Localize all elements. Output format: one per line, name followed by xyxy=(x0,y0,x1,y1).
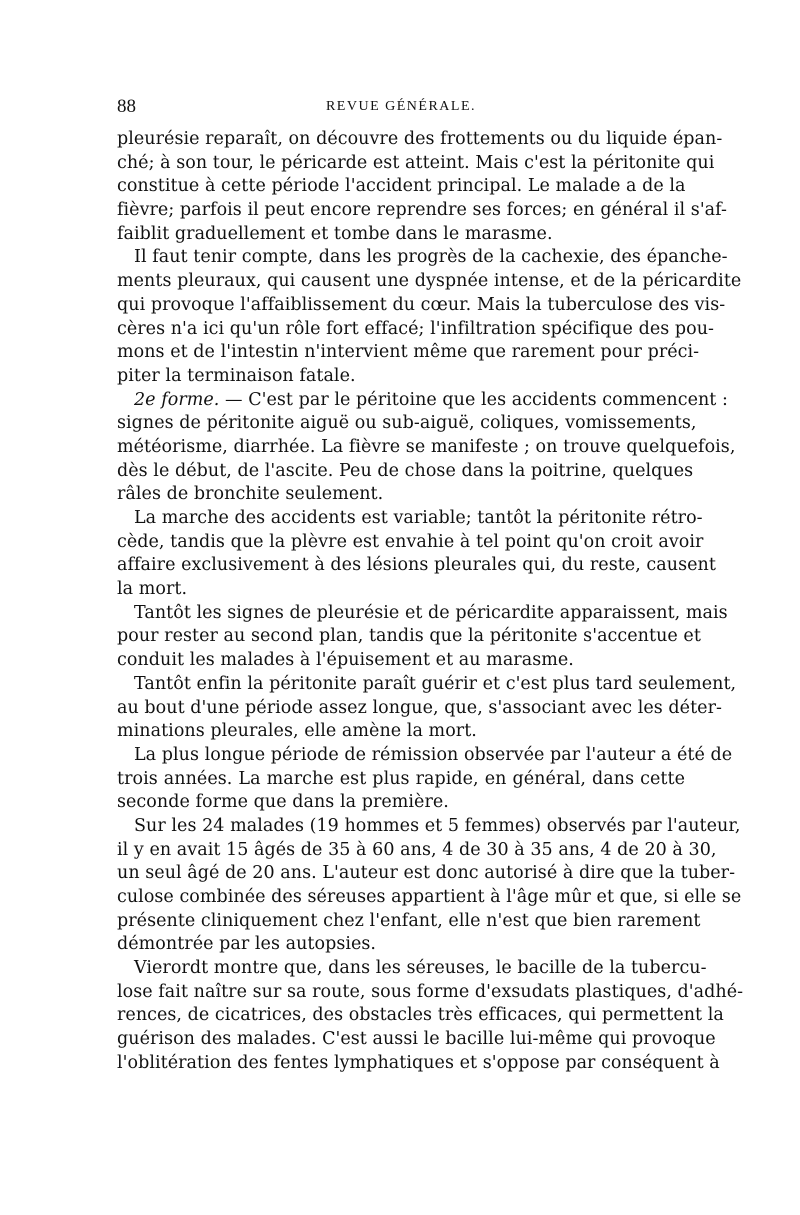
text-line: cède, tandis que la plèvre est envahie à tel point qu'on croit avoir xyxy=(117,531,704,552)
section-label: 2e forme. xyxy=(134,389,220,410)
page-header xyxy=(117,96,685,122)
text-line: cères n'a ici qu'un rôle fort effacé; l'infiltration spécifique des pou- xyxy=(117,318,715,339)
text-line: qui provoque l'affaiblissement du cœur. Mais la tuberculose des vis- xyxy=(117,294,726,315)
text-line: constitue à cette période l'accident principal. Le malade a de la xyxy=(117,176,686,197)
text-line: minations pleurales, elle amène la mort. xyxy=(117,721,477,742)
text-line: fièvre; parfois il peut encore reprendre ses forces; en général il s'af- xyxy=(117,200,728,221)
text-line: dès le début, de l'ascite. Peu de chose dans la poitrine, quelques xyxy=(117,460,694,481)
text-line: pour rester au second plan, tandis que la péritonite s'accentue et xyxy=(117,626,701,647)
text-line: Tantôt enfin la péritonite paraît guérir et c'est plus tard seulement, xyxy=(134,673,737,694)
text-line: seconde forme que dans la première. xyxy=(117,792,449,813)
text-line: au bout d'une période assez longue, que, s'associant avec les déter- xyxy=(117,697,722,718)
running-title: REVUE GÉNÉRALE. xyxy=(325,99,477,114)
text-line: démontrée par les autopsies. xyxy=(117,934,377,955)
text-line: rences, de cicatrices, des obstacles très efficaces, qui permettent la xyxy=(117,1005,724,1026)
text-line: piter la terminaison fatale. xyxy=(117,365,356,386)
text-line: ments pleuraux, qui causent une dyspnée intense, et de la péricardite xyxy=(117,271,742,292)
text-line: lose fait naître sur sa route, sous forme d'exsudats plastiques, d'adhé- xyxy=(117,981,744,1002)
text-line: mons et de l'intestin n'intervient même que rarement pour préci- xyxy=(117,342,700,363)
text-line-with-label xyxy=(117,389,728,413)
text-line: signes de péritonite aiguë ou sub-aiguë, coliques, vomissements, xyxy=(117,413,697,434)
text-line: Sur les 24 malades (19 hommes et 5 femmes) observés par l'auteur, xyxy=(134,815,741,836)
text-line: un seul âgé de 20 ans. L'auteur est donc autorisé à dire que la tuber- xyxy=(117,863,736,884)
text-line: conduit les malades à l'épuisement et au marasme. xyxy=(117,650,574,671)
body-text xyxy=(117,128,744,1076)
text-line: ché; à son tour, le péricarde est atteint. Mais c'est la péritonite qui xyxy=(117,152,715,173)
text-line: la mort. xyxy=(117,579,188,600)
text-line: trois années. La marche est plus rapide, en général, dans cette xyxy=(117,768,685,789)
text-line: — C'est par le péritoine que les accidents commencent : xyxy=(225,389,728,410)
text-line: Il faut tenir compte, dans les progrès de la cachexie, des épanche- xyxy=(134,247,728,268)
text-line: La marche des accidents est variable; tantôt la péritonite rétro- xyxy=(134,508,703,528)
text-line: La plus longue période de rémission observée par l'auteur a été de xyxy=(134,744,733,765)
text-line: guérison des malades. C'est aussi le bacille lui-même qui provoque xyxy=(117,1029,716,1050)
page-number: 88 xyxy=(117,96,136,117)
text-line: l'oblitération des fentes lymphatiques et s'oppose par conséquent à xyxy=(117,1052,720,1073)
text-line: pleurésie reparaît, on découvre des frottements ou du liquide épan- xyxy=(117,129,723,149)
text-line: Tantôt les signes de pleurésie et de péricardite apparaissent, mais xyxy=(134,602,728,623)
text-line: faiblit graduellement et tombe dans le marasme. xyxy=(117,223,553,244)
text-line: affaire exclusivement à des lésions pleurales qui, du reste, causent xyxy=(117,555,716,576)
text-line: culose combinée des séreuses appartient à l'âge mûr et que, si elle se xyxy=(117,887,742,907)
text-line: râles de bronchite seulement. xyxy=(117,484,384,505)
text-line: présente cliniquement chez l'enfant, elle n'est que bien rarement xyxy=(117,910,701,931)
text-line: Vierordt montre que, dans les séreuses, le bacille de la tubercu- xyxy=(134,958,707,979)
text-line: il y en avait 15 âgés de 35 à 60 ans, 4 de 30 à 35 ans, 4 de 20 à 30, xyxy=(117,839,717,860)
text-line: météorisme, diarrhée. La fièvre se manifeste ; on trouve quelquefois, xyxy=(117,436,736,457)
